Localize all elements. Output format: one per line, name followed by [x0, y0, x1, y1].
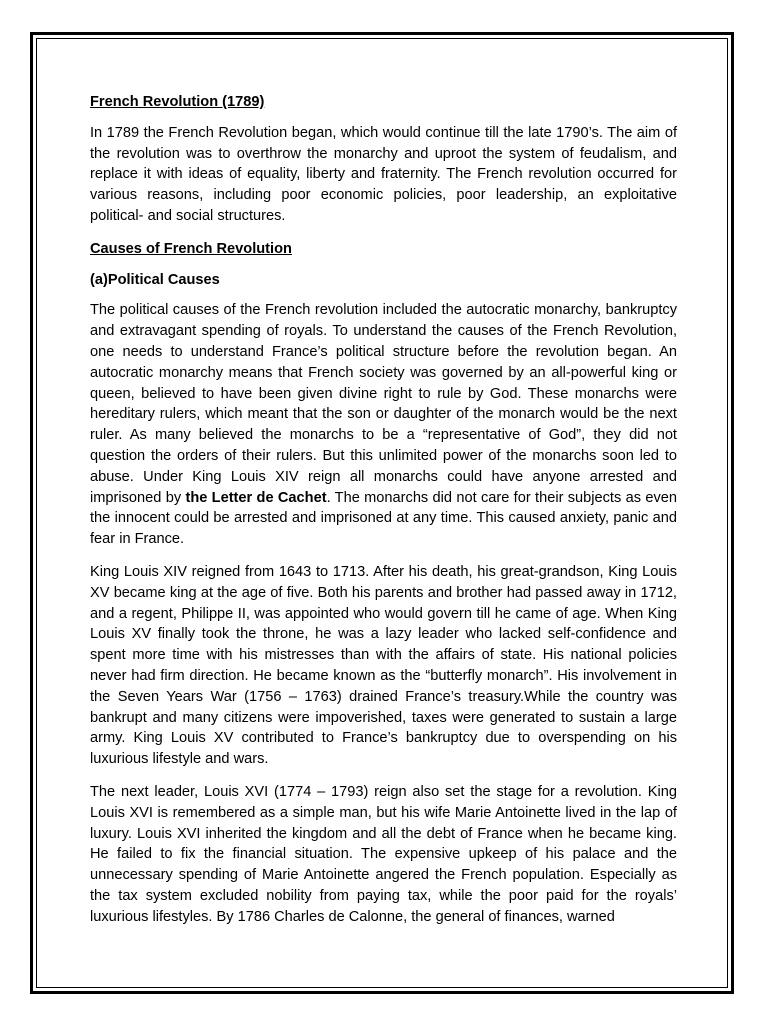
document-title: French Revolution (1789): [90, 94, 265, 110]
political-text-after: . The monarchs did not care for their subjects as even the innocent could be arrested and imprisoned at any time. This caused anxiety, panic and fear in France.: [90, 489, 677, 548]
causes-heading: Causes of French Revolution: [90, 240, 292, 257]
intro-paragraph: In 1789 the French Revolution began, which would continue till the late 1790’s. The aim of the revolution was to overthrow the monarchy and uproot the system of feudalism, and replace it with ideas of equality, liberty and fraternity. The French revolution occurred for various reasons, including poor economic policies, poor leadership, an exploitative political- and social structures.: [90, 124, 677, 224]
document-body: [90, 92, 677, 925]
louis-xvi-paragraph: The next leader, Louis XVI (1774 – 1793) reign also set the stage for a revolution. King Louis XVI is remembered as a simple man, but his wife Marie Antoinette lived in the lap of luxury. Louis XVI inherited the kingdom and all the debt of France when he became king. He failed to fix the financial situation. The expensive upkeep of his palace and the unnecessary spending of Marie Antoinette angered the French population. Especially as the tax system excluded nobility from paying tax, while the poor paid for the royals’ luxurious lifestyles. By 1786 Charles de Calonne, the general of finances, warned: [90, 783, 677, 925]
louis-xv-paragraph: King Louis XIV reigned from 1643 to 1713. After his death, his great-grandson, King Louis XV became king at the age of five. Both his parents and brother had passed away in 1712, and a regent, Philippe II, was appointed who would govern till he came of age. When King Louis XV finally took the throne, he was a lazy leader who lacked self-confidence and spent more time with his mistresses than with the affairs of state. His national policies never had firm direction. He became known as the “butterfly monarch”. His involvement in the Seven Years War (1756 – 1763) drained France’s treasury.While the country was bankrupt and many citizens were impoverished, taxes were generated to sustain a large army. King Louis XV contributed to France’s bankruptcy due to overspending on his luxurious lifestyle and wars.: [90, 563, 677, 768]
letter-de-cachet-bold: the Letter de Cachet: [185, 489, 327, 506]
political-text-before: The political causes of the French revolution included the autocratic monarchy, bankruptcy and extravagant spending of royals. To understand the causes of the French Revolution, one needs to understand France’s political structure before the revolution began. An autocratic monarchy means that French society was governed by an all-powerful king or queen, believed to have been given divine right to rule by God. These monarchs were hereditary rulers, which meant that the son or daughter of the monarch would be the next ruler. As many believed the monarchs to be a “representative of God”, they did not question the orders of their rulers. But this unlimited power of the monarchs soon led to abuse. Under King Louis XIV reign all monarchs could have anyone arrested and imprisoned by: [90, 302, 677, 506]
political-causes-heading: (a)Political Causes: [90, 271, 220, 288]
political-causes-paragraph: [90, 300, 677, 550]
